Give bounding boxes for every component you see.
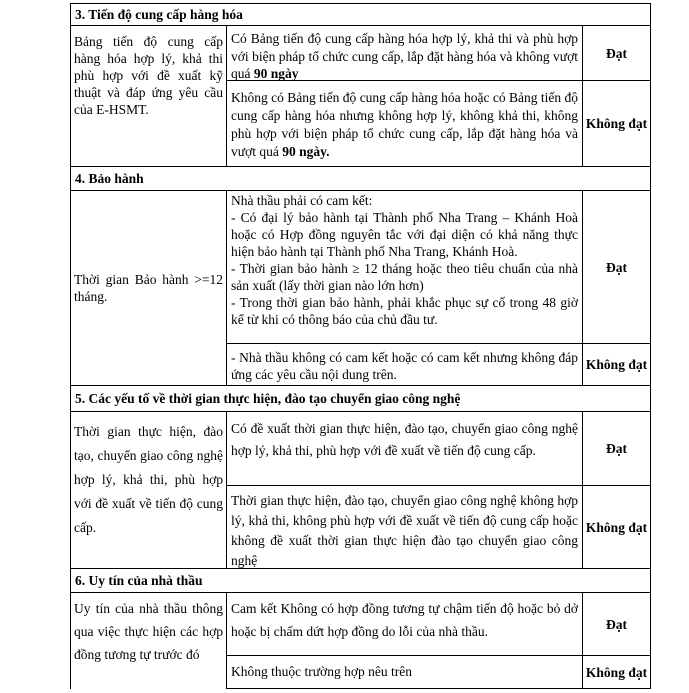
criterion-text: Thời gian Bảo hành >=12 tháng.	[74, 272, 223, 304]
criterion-cell: Thời gian thực hiện, đào tạo, chuyển giao công nghệ hợp lý, khả thi, phù hợp với đề xuất về tiến độ cung cấp.	[71, 412, 227, 568]
section-5	[71, 386, 650, 569]
section-body	[71, 412, 650, 569]
section-body	[71, 191, 650, 386]
requirement-text: - Nhà thầu không có cam kết hoặc có cam kết nhưng không đáp ứng các yêu cầu nội dung trên.	[227, 344, 583, 385]
requirement-row	[227, 412, 650, 486]
section-title: 4. Bảo hành	[71, 167, 650, 191]
requirement-line: Nhà thầu phải có cam kết:	[231, 193, 373, 208]
result-cell: Không đạt	[585, 116, 648, 131]
requirement-rows	[227, 593, 650, 689]
section-title: 5. Các yếu tố về thời gian thực hiện, đào tạo chuyển giao công nghệ	[71, 386, 650, 412]
requirement-rows	[227, 26, 650, 166]
result-cell: Đạt	[606, 45, 627, 61]
requirement-row	[227, 191, 650, 344]
result-cell: Không đạt	[585, 519, 648, 535]
requirement-rows	[227, 412, 650, 568]
requirement-row	[227, 486, 650, 568]
result-cell: Không đạt	[585, 357, 648, 372]
requirement-text-bold: 90 ngày	[253, 66, 299, 80]
result-cell: Đạt	[606, 616, 627, 632]
requirement-text-part: Không có Bảng tiến độ cung cấp hàng hóa hoặc có Bảng tiến độ cung cấp hàng hóa nhưng không hợp lý, không khả thi, không phù hợp với biện pháp tổ chức cung cấp, lắp đặt hàng hóa và vượt quá	[231, 90, 578, 159]
requirement-text: Không thuộc trường hợp nêu trên	[227, 656, 583, 688]
requirement-text: Cam kết Không có hợp đồng tương tự chậm tiến độ hoặc bỏ dở hoặc bị chấm dứt hợp đồng do lỗi của nhà thầu.	[227, 593, 583, 655]
requirement-text-part: Có Bảng tiến độ cung cấp hàng hóa hợp lý, khả thi và phù hợp với biện pháp tổ chức cung cấp, lắp đặt hàng hóa và không vượt quá	[231, 31, 578, 80]
result-cell: Đạt	[606, 259, 627, 275]
section-body	[71, 26, 650, 167]
criterion-cell	[71, 191, 227, 385]
requirement-row	[227, 656, 650, 689]
criterion-cell: Bảng tiến độ cung cấp hàng hóa hợp lý, khả thi phù hợp với đề xuất kỹ thuật và đáp ứng yêu cầu của E-HSMT.	[71, 26, 227, 166]
requirement-row	[227, 344, 650, 385]
requirement-rows	[227, 191, 650, 385]
requirement-text-bold: 90 ngày.	[282, 144, 330, 159]
requirement-text	[227, 191, 583, 343]
evaluation-criteria-table	[70, 3, 651, 689]
requirement-row	[227, 593, 650, 656]
section-title: 6. Uy tín của nhà thầu	[71, 569, 650, 593]
requirement-row	[227, 26, 650, 81]
requirement-line: - Trong thời gian bảo hành, phải khắc phục sự cố trong 48 giờ kể từ khi có thông báo của chủ đầu tư.	[231, 295, 578, 327]
criterion-cell: Uy tín của nhà thầu thông qua việc thực hiện các hợp đồng tương tự trước đó	[71, 593, 227, 689]
section-4	[71, 167, 650, 386]
requirement-text	[227, 81, 583, 166]
section-6	[71, 569, 650, 689]
requirement-row	[227, 81, 650, 166]
section-title: 3. Tiến độ cung cấp hàng hóa	[71, 4, 650, 26]
requirement-line: - Thời gian bảo hành ≥ 12 tháng hoặc theo tiêu chuẩn của nhà sản xuất (lấy thời gian nào lớn hơn)	[231, 261, 578, 293]
result-cell: Đạt	[606, 441, 627, 456]
requirement-text	[227, 26, 583, 80]
requirement-line: - Có đại lý bảo hành tại Thành phố Nha Trang – Khánh Hoà hoặc có Hợp đồng nguyên tắc với đại diện có khả năng thực hiện bảo hành tại Thành phố Nha Trang, Khánh Hoà.	[231, 210, 578, 259]
result-cell: Không đạt	[585, 664, 648, 680]
requirement-text: Có đề xuất thời gian thực hiện, đào tạo, chuyển giao công nghệ hợp lý, khả thi, phù hợp với đề xuất về tiến độ cung cấp.	[227, 412, 583, 485]
section-body	[71, 593, 650, 689]
section-3	[71, 4, 650, 167]
requirement-text: Thời gian thực hiện, đào tạo, chuyển giao công nghệ không hợp lý, khả thi, không phù hợp với đề xuất về tiến độ cung cấp hoặc không đề xuất thời gian thực hiện đào tạo chuyển giao công nghệ	[227, 486, 583, 568]
